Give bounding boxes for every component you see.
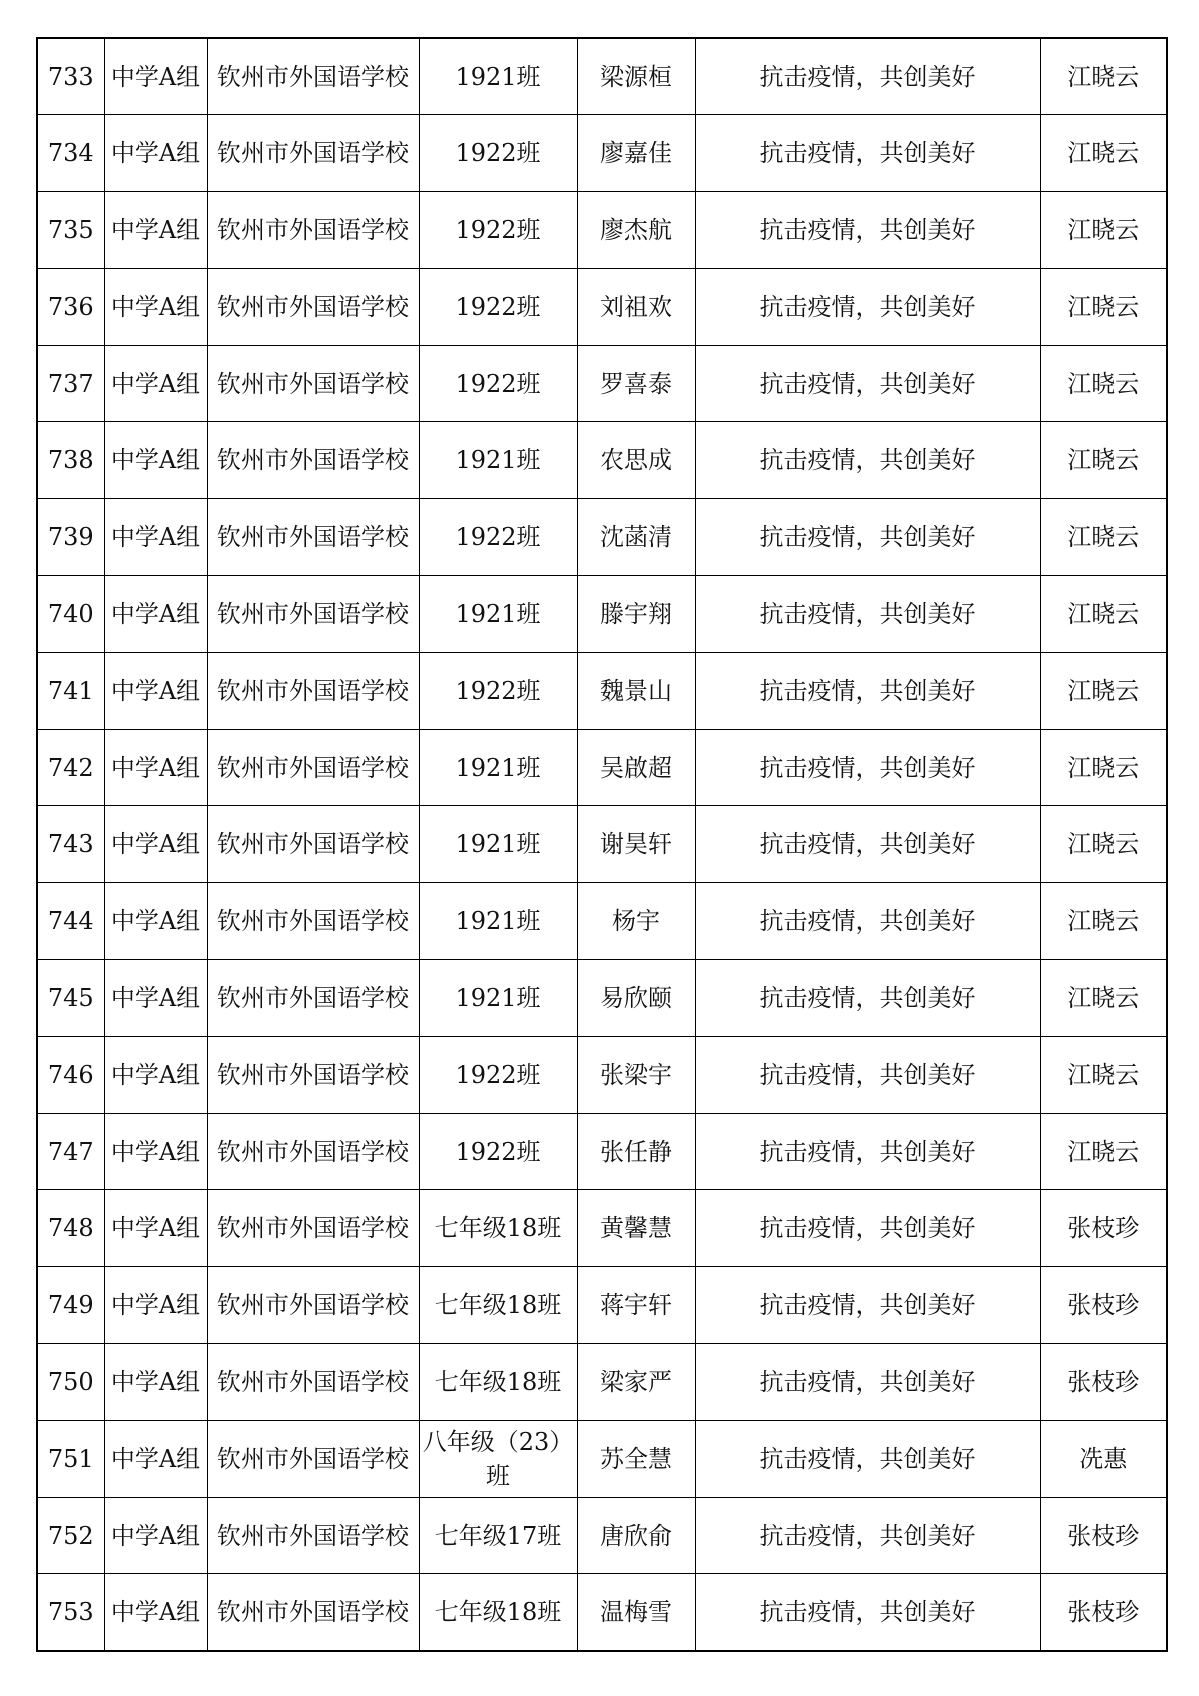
student-name-cell: 张梁宇	[577, 1036, 695, 1113]
work-title-cell: 抗击疫情，共创美好	[695, 115, 1040, 192]
student-name-cell: 农思成	[577, 422, 695, 499]
entry-number: 751	[37, 1420, 104, 1497]
group-cell: 中学A组	[104, 268, 207, 345]
school-cell: 钦州市外国语学校	[207, 1574, 419, 1651]
student-name-cell: 杨宇	[577, 883, 695, 960]
group-cell: 中学A组	[104, 38, 207, 115]
school-cell: 钦州市外国语学校	[207, 960, 419, 1037]
work-title-cell: 抗击疫情，共创美好	[695, 1497, 1040, 1574]
table-row	[37, 422, 1167, 499]
class-cell: 七年级18班	[419, 1344, 577, 1421]
school-cell: 钦州市外国语学校	[207, 38, 419, 115]
table-row	[37, 115, 1167, 192]
student-name-cell: 张任静	[577, 1113, 695, 1190]
entry-number: 742	[37, 729, 104, 806]
group-cell: 中学A组	[104, 1420, 207, 1497]
entry-number: 740	[37, 576, 104, 653]
student-name-cell: 唐欣俞	[577, 1497, 695, 1574]
table-row	[37, 652, 1167, 729]
group-cell: 中学A组	[104, 960, 207, 1037]
school-cell: 钦州市外国语学校	[207, 1497, 419, 1574]
student-name-cell: 廖杰航	[577, 192, 695, 269]
teacher-cell: 江晓云	[1040, 422, 1167, 499]
table-row	[37, 806, 1167, 883]
group-cell: 中学A组	[104, 652, 207, 729]
entry-number: 737	[37, 345, 104, 422]
class-cell: 1922班	[419, 345, 577, 422]
student-name-cell: 黄馨慧	[577, 1190, 695, 1267]
school-cell: 钦州市外国语学校	[207, 115, 419, 192]
school-cell: 钦州市外国语学校	[207, 422, 419, 499]
student-name-cell: 苏全慧	[577, 1420, 695, 1497]
teacher-cell: 江晓云	[1040, 806, 1167, 883]
school-cell: 钦州市外国语学校	[207, 883, 419, 960]
work-title-cell: 抗击疫情，共创美好	[695, 192, 1040, 269]
table-row	[37, 192, 1167, 269]
group-cell: 中学A组	[104, 1113, 207, 1190]
work-title-cell: 抗击疫情，共创美好	[695, 268, 1040, 345]
table-row	[37, 729, 1167, 806]
class-cell: 1922班	[419, 652, 577, 729]
group-cell: 中学A组	[104, 1344, 207, 1421]
table-row	[37, 38, 1167, 115]
group-cell: 中学A组	[104, 576, 207, 653]
teacher-cell: 冼惠	[1040, 1420, 1167, 1497]
class-cell: 1922班	[419, 1036, 577, 1113]
class-cell: 七年级18班	[419, 1267, 577, 1344]
table-row	[37, 960, 1167, 1037]
teacher-cell: 江晓云	[1040, 729, 1167, 806]
table-row	[37, 1497, 1167, 1574]
table-row	[37, 1267, 1167, 1344]
student-name-cell: 温梅雪	[577, 1574, 695, 1651]
school-cell: 钦州市外国语学校	[207, 1420, 419, 1497]
student-name-cell: 滕宇翔	[577, 576, 695, 653]
school-cell: 钦州市外国语学校	[207, 192, 419, 269]
class-cell: 1922班	[419, 268, 577, 345]
teacher-cell: 江晓云	[1040, 192, 1167, 269]
class-cell: 1922班	[419, 499, 577, 576]
entry-number: 745	[37, 960, 104, 1037]
table-row	[37, 1036, 1167, 1113]
work-title-cell: 抗击疫情，共创美好	[695, 576, 1040, 653]
group-cell: 中学A组	[104, 1497, 207, 1574]
work-title-cell: 抗击疫情，共创美好	[695, 345, 1040, 422]
school-cell: 钦州市外国语学校	[207, 729, 419, 806]
group-cell: 中学A组	[104, 1574, 207, 1651]
group-cell: 中学A组	[104, 806, 207, 883]
student-name-cell: 易欣颐	[577, 960, 695, 1037]
group-cell: 中学A组	[104, 345, 207, 422]
table-row	[37, 576, 1167, 653]
teacher-cell: 江晓云	[1040, 268, 1167, 345]
class-cell: 1922班	[419, 115, 577, 192]
entry-number: 746	[37, 1036, 104, 1113]
teacher-cell: 张枝珍	[1040, 1574, 1167, 1651]
table-row	[37, 1420, 1167, 1497]
school-cell: 钦州市外国语学校	[207, 1113, 419, 1190]
table-row	[37, 1344, 1167, 1421]
work-title-cell: 抗击疫情，共创美好	[695, 1036, 1040, 1113]
student-name-cell: 吴啟超	[577, 729, 695, 806]
school-cell: 钦州市外国语学校	[207, 652, 419, 729]
entry-number: 739	[37, 499, 104, 576]
group-cell: 中学A组	[104, 192, 207, 269]
group-cell: 中学A组	[104, 1267, 207, 1344]
class-cell: 1921班	[419, 729, 577, 806]
work-title-cell: 抗击疫情，共创美好	[695, 422, 1040, 499]
school-cell: 钦州市外国语学校	[207, 1267, 419, 1344]
student-name-cell: 刘祖欢	[577, 268, 695, 345]
school-cell: 钦州市外国语学校	[207, 345, 419, 422]
table-row	[37, 268, 1167, 345]
teacher-cell: 张枝珍	[1040, 1344, 1167, 1421]
school-cell: 钦州市外国语学校	[207, 1190, 419, 1267]
class-cell: 七年级17班	[419, 1497, 577, 1574]
student-name-cell: 蒋宇轩	[577, 1267, 695, 1344]
table-row	[37, 1113, 1167, 1190]
student-name-cell: 梁源桓	[577, 38, 695, 115]
work-title-cell: 抗击疫情，共创美好	[695, 1113, 1040, 1190]
class-cell: 1921班	[419, 576, 577, 653]
group-cell: 中学A组	[104, 422, 207, 499]
group-cell: 中学A组	[104, 883, 207, 960]
class-cell: 七年级18班	[419, 1574, 577, 1651]
work-title-cell: 抗击疫情，共创美好	[695, 1190, 1040, 1267]
class-cell: 1922班	[419, 192, 577, 269]
class-cell: 1922班	[419, 1113, 577, 1190]
teacher-cell: 江晓云	[1040, 345, 1167, 422]
group-cell: 中学A组	[104, 115, 207, 192]
work-title-cell: 抗击疫情，共创美好	[695, 960, 1040, 1037]
teacher-cell: 张枝珍	[1040, 1190, 1167, 1267]
class-cell: 1921班	[419, 38, 577, 115]
entry-number: 749	[37, 1267, 104, 1344]
entry-number: 744	[37, 883, 104, 960]
group-cell: 中学A组	[104, 729, 207, 806]
roster-body	[37, 38, 1167, 1651]
class-cell: 1921班	[419, 422, 577, 499]
work-title-cell: 抗击疫情，共创美好	[695, 1344, 1040, 1421]
entry-number: 748	[37, 1190, 104, 1267]
work-title-cell: 抗击疫情，共创美好	[695, 499, 1040, 576]
class-cell: 1921班	[419, 960, 577, 1037]
teacher-cell: 张枝珍	[1040, 1267, 1167, 1344]
school-cell: 钦州市外国语学校	[207, 1344, 419, 1421]
class-cell: 1921班	[419, 806, 577, 883]
work-title-cell: 抗击疫情，共创美好	[695, 1574, 1040, 1651]
entry-number: 750	[37, 1344, 104, 1421]
student-name-cell: 梁家严	[577, 1344, 695, 1421]
entry-number: 738	[37, 422, 104, 499]
roster-table	[36, 37, 1168, 1652]
entry-number: 734	[37, 115, 104, 192]
class-cell: 1921班	[419, 883, 577, 960]
teacher-cell: 江晓云	[1040, 1036, 1167, 1113]
group-cell: 中学A组	[104, 1190, 207, 1267]
teacher-cell: 江晓云	[1040, 38, 1167, 115]
teacher-cell: 江晓云	[1040, 1113, 1167, 1190]
table-row	[37, 1574, 1167, 1651]
entry-number: 735	[37, 192, 104, 269]
group-cell: 中学A组	[104, 499, 207, 576]
school-cell: 钦州市外国语学校	[207, 806, 419, 883]
work-title-cell: 抗击疫情，共创美好	[695, 806, 1040, 883]
entry-number: 736	[37, 268, 104, 345]
table-row	[37, 1190, 1167, 1267]
school-cell: 钦州市外国语学校	[207, 499, 419, 576]
work-title-cell: 抗击疫情，共创美好	[695, 1420, 1040, 1497]
document-page	[36, 37, 1166, 1651]
work-title-cell: 抗击疫情，共创美好	[695, 38, 1040, 115]
class-cell: 七年级18班	[419, 1190, 577, 1267]
teacher-cell: 江晓云	[1040, 960, 1167, 1037]
teacher-cell: 江晓云	[1040, 652, 1167, 729]
student-name-cell: 沈菡清	[577, 499, 695, 576]
table-row	[37, 499, 1167, 576]
student-name-cell: 罗喜泰	[577, 345, 695, 422]
student-name-cell: 廖嘉佳	[577, 115, 695, 192]
work-title-cell: 抗击疫情，共创美好	[695, 883, 1040, 960]
class-cell: 八年级（23）班	[419, 1420, 577, 1497]
work-title-cell: 抗击疫情，共创美好	[695, 652, 1040, 729]
teacher-cell: 江晓云	[1040, 883, 1167, 960]
student-name-cell: 谢昊轩	[577, 806, 695, 883]
table-row	[37, 345, 1167, 422]
entry-number: 743	[37, 806, 104, 883]
work-title-cell: 抗击疫情，共创美好	[695, 1267, 1040, 1344]
school-cell: 钦州市外国语学校	[207, 576, 419, 653]
school-cell: 钦州市外国语学校	[207, 268, 419, 345]
entry-number: 733	[37, 38, 104, 115]
work-title-cell: 抗击疫情，共创美好	[695, 729, 1040, 806]
teacher-cell: 江晓云	[1040, 115, 1167, 192]
group-cell: 中学A组	[104, 1036, 207, 1113]
entry-number: 741	[37, 652, 104, 729]
entry-number: 752	[37, 1497, 104, 1574]
student-name-cell: 魏景山	[577, 652, 695, 729]
school-cell: 钦州市外国语学校	[207, 1036, 419, 1113]
entry-number: 753	[37, 1574, 104, 1651]
entry-number: 747	[37, 1113, 104, 1190]
teacher-cell: 江晓云	[1040, 576, 1167, 653]
teacher-cell: 张枝珍	[1040, 1497, 1167, 1574]
teacher-cell: 江晓云	[1040, 499, 1167, 576]
table-row	[37, 883, 1167, 960]
